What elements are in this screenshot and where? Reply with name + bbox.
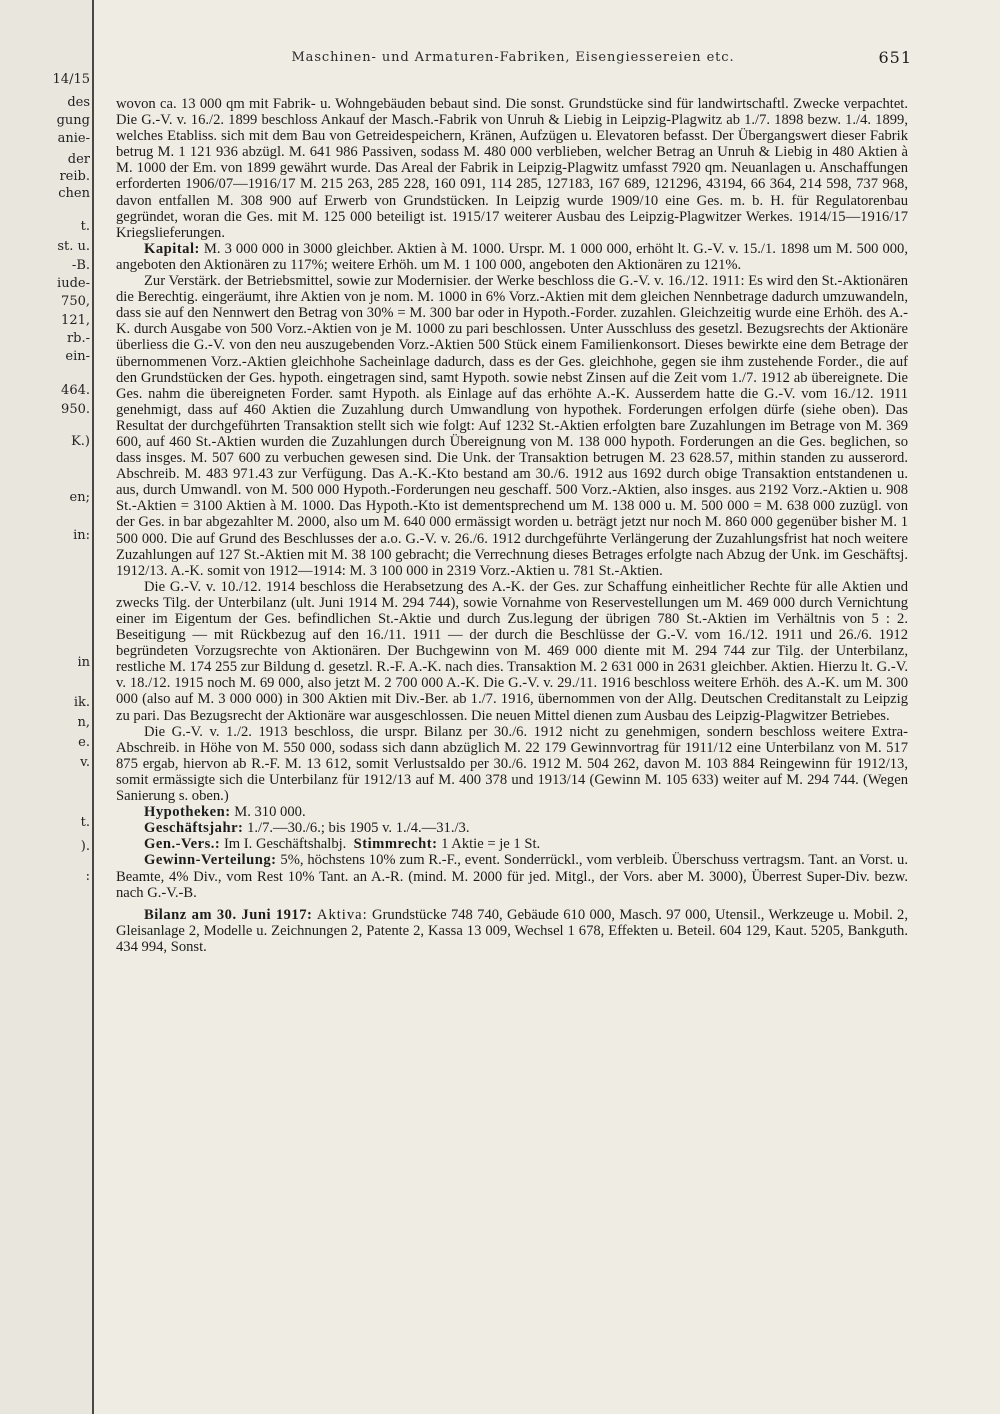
- margin-fragment: 14/15: [52, 72, 90, 87]
- margin-fragment: reib.: [59, 169, 90, 184]
- geschaeftsjahr-text: 1./7.—30./6.; bis 1905 v. 1./4.—31./3.: [243, 820, 470, 837]
- bilanz-text: Grundstücke 748 740, Gebäude 610 000, Masch. 97 000, Utensil., Werkzeuge u. Mobil. 2, Gleisanlage 2, Modelle u. Zeichnungen 2, Patente 2, Kassa 13 009, Wechsel 1 678, Effekten u. Beteil. 604 129, Kaut. 5205, Bankguth. 434 994, Sonst.: [116, 906, 909, 955]
- margin-fragment: iude-: [57, 276, 90, 291]
- margin-fragment: t.: [80, 219, 90, 234]
- margin-fragment: K.): [71, 434, 90, 449]
- margin-fragment: v.: [80, 755, 90, 770]
- kapital-text: M. 3 000 000 in 3000 gleichber. Aktien à M. 1000. Urspr. M. 1 000 000, erhöht lt. G.-V. v. 15./1. 1898 um M. 500 000, angeboten den Aktionären zu 117%; weitere Erhöh. um M. 1 100 000, angeboten den Aktionären zu 121%.: [116, 240, 908, 273]
- margin-fragment: n,: [77, 715, 90, 730]
- margin-fragment: chen: [58, 186, 90, 201]
- herabsetzung-paragraph: Die G.-V. v. 10./12. 1914 beschloss die Herabsetzung des A.-K. der Ges. zur Schaffung einheitlicher Rechte für alle Aktien und zwecks Tilg. der Unterbilanz (ult. Juni 1914 M. 294 744), sowie Vornahme von Reservestellungen um M. 469 000 durch Vernichtung einer im Eigentum der Ges. befindlichen St.-Aktie und durch Zus.legung der übrigen 780 St.-Aktien im Verhältnis von 5 : 2. Beseitigung — mit Rückbezug auf den 16./11. 1911 — der durch die Beschlüsse der G.-V. vom 16./12. 1911 und 26./6. 1912 begründeten Vorzugsrechte von Aktionären. Der Buchgewinn von M. 469 000 diente mit M. 294 744 zur Tilg. der Unterbilanz, restliche M. 174 255 zur Bildung d. gesetzl. R.-F. A.-K. nach dies. Transaktion M. 2 631 000 in 2631 gleichber. Aktien. Hierzu lt. G.-V. v. 18./12. 1915 noch M. 69 000, also jetzt M. 2 700 000 A.-K. Die G.-V. v. 29./11. 1916 beschloss weitere Erhöh. des A.-K. um M. 300 000 (also auf M. 3 000 000) in 300 Aktien mit Div.-Ber. ab 1./7. 1916, übernommen von der Allg. Deutschen Creditanstalt zu Leipzig zu pari. Das Bezugsrecht der Aktionäre war ausgeschlossen. Die neuen Mittel dienen zum Ausbau des Leipzig-Plagwitzer Betriebes.: [116, 578, 908, 724]
- margin-fragment: anie-: [57, 131, 90, 146]
- genvers-section: [116, 836, 908, 852]
- margin-fragment: in:: [73, 528, 90, 543]
- bilanz-1912-paragraph: Die G.-V. v. 1./2. 1913 beschloss, die urspr. Bilanz per 30./6. 1912 nicht zu genehmigen, sondern beschloss weitere Extra-Abschreib. in Höhe von M. 550 000, sodass sich dann abzüglich M. 22 179 Gewinnvortrag für 1911/12 eine Unterbilanz von M. 517 875 ergab, hiervon ab R.-F. M. 13 612, somit Verlustsaldo per 30./6. 1912 M. 504 262, davon M. 103 884 Reingewinn für 1912/13, somit ermässigte sich die Unterbilanz für 1912/13 auf M. 400 378 und 1913/14 (Gewinn M. 105 633) weiter auf M. 294 744. (Wegen Sanierung s. oben.): [116, 723, 908, 805]
- genvers-text: Im I. Geschäftshalbj.: [220, 836, 347, 853]
- hypotheken-label: Hypotheken:: [144, 804, 231, 821]
- previous-page-strip: [0, 0, 92, 1414]
- margin-fragment: der: [67, 152, 90, 167]
- stimmrecht-label: Stimmrecht:: [353, 836, 438, 853]
- gewinn-verteilung-text: 5%, höchstens 10% zum R.-F., event. Sonderrückl., vom verbleib. Überschuss vertragsm. Tant. an Vorst. u. Beamte, 4% Div., vom Rest 10% Tant. an A.-R. (mind. M. 2000 für jed. Mitgl., der Vors. aber M. 3000), Überrest Super-Div. bezw. nach G.-V.-B.: [116, 852, 908, 901]
- margin-fragment: -B.: [71, 258, 90, 273]
- hypotheken-section: [116, 804, 908, 820]
- geschaeftsjahr-section: [116, 820, 908, 836]
- margin-fragment: ein-: [65, 349, 90, 364]
- entry-body: [116, 96, 908, 955]
- margin-fragment: rb.-: [66, 331, 90, 346]
- hypotheken-text: M. 310 000.: [230, 804, 306, 821]
- bilanz-label: Bilanz am 30. Juni 1917:: [144, 906, 313, 923]
- margin-fragment: gung: [56, 113, 90, 128]
- page-number: 651: [878, 48, 912, 67]
- kapital-section: [116, 241, 908, 273]
- margin-fragment: 464.: [61, 383, 90, 398]
- verstaerkung-paragraph: Zur Verstärk. der Betriebsmittel, sowie zur Modernisier. der Werke beschloss die G.-V. v. 16./12. 1911: Es wird den St.-Aktionären die Berechtig. eingeräumt, ihre Aktien von je nom. M. 1000 in 6% Vorz.-Aktien mit dem gleichen Nennbetrage dadurch umzuwandeln, dass sie auf den Nennwert den Betrag von 30% = M. 300 bar oder in Hypoth.-Forder. zuzahlen. Gleichzeitig wurde eine Erhöh. des A.-K. durch Ausgabe von 500 Vorz.-Aktien von je M. 1000 zu pari beschlossen. Unter Ausschluss des gesetzl. Bezugsrechts der Aktionäre überliess die G.-V. von den neu auszugebenden Vorz.-Aktien 500 Stück einem Familienkonsort. Dieses bewirkte eine dem Betrage der übernommenen Vorz.-Aktien gleichhohe Sacheinlage dadurch, dass es der Ges. gleichhohe, gegen sie ihm zustehende Forder., die auf den Grundstücken der Ges. hypoth. eingetragen sind, samt Hypoth. sowie nebst Zinsen auf die Zeit vom 1./7. 1912 ab übereignete. Die Ges. nahm die übereigneten Forder. samt Hypoth. als Einlage auf das erhöhte A.-K. Ausserdem hatte die G.-V. vom 16./12. 1911 genehmigt, dass auf 460 Aktien die Zuzahlung durch Umwandlung von hypothek. Forderungen erfolgen dürfe (siehe oben). Das Resultat der durchgeführten Transaktion stellt sich wie folgt: Auf 1232 St.-Aktien erfolgten bare Zuzahlungen im Betrage von M. 369 600, auf 460 St.-Aktien wurden die Zuzahlungen durch Übereignung von M. 138 000 hypoth. Forderungen an die Ges. beglichen, so dass insges. M. 507 600 zu verbuchen gewesen sind. Die Unk. der Transaktion betrugen M. 23 628.57, mithin standen zu ausserord. Abschreib. M. 483 971.43 zur Verfügung. Das A.-K.-Kto bestand am 30./6. 1912 aus 1692 durch obige Transaktion entstandenen u. aus, durch Umwandl. von M. 500 000 Hypoth.-Forderungen neu geschaff. 500 Vorz.-Aktien, also insges. aus 2192 Vorz.-Aktien u. 908 St.-Aktien = 3100 Aktien à M. 1000. Das Hypoth.-Kto ist dementsprechend um M. 138 000 u. M. 500 000 = M. 638 000 zuzügl. von der Ges. in bar abgezahlter M. 2000, also um M. 640 000 ermässigt worden u. beträgt jetzt nur noch M. 860 000 gegenüber bisher M. 1 500 000. Die auf Grund des Beschlusses der a.o. G.-V. v. 26./6. 1912 durchgeführte Verlängerung der Zuzahlungsfrist hat noch weitere Zuzahlungen auf 127 St.-Aktien mit M. 38 100 gebracht; die Verrechnung dieses Betrages erfolgte nach Abzug der Unk. im Geschäftsj. 1912/13. A.-K. somit von 1912—1914: M. 3 100 000 in 2319 Vorz.-Aktien u. 781 St.-Aktien.: [116, 273, 908, 579]
- margin-fragment: st. u.: [57, 239, 90, 254]
- margin-fragment: in: [77, 655, 90, 670]
- aktiva-label: Aktiva:: [312, 906, 368, 923]
- page-gutter-divider: [92, 0, 94, 1414]
- margin-fragment: :: [85, 869, 90, 884]
- genvers-label: Gen.-Vers.:: [144, 836, 221, 853]
- margin-fragment: ).: [80, 839, 90, 854]
- kapital-label: Kapital:: [144, 240, 200, 257]
- margin-fragment: 121,: [61, 313, 90, 328]
- margin-fragment: en;: [69, 490, 90, 505]
- geschaeftsjahr-label: Geschäftsjahr:: [144, 820, 244, 837]
- gewinn-verteilung-label: Gewinn-Verteilung:: [144, 852, 277, 869]
- stimmrecht-text: 1 Aktie = je 1 St.: [437, 836, 541, 853]
- bilanz-1917-section: [116, 907, 908, 955]
- margin-fragment: 750,: [61, 294, 90, 309]
- running-header: Maschinen- und Armaturen-Fabriken, Eisengiessereien etc.: [291, 50, 735, 65]
- gewinn-verteilung-section: [116, 852, 908, 900]
- margin-fragment: 950.: [61, 402, 90, 417]
- margin-fragment: e.: [78, 735, 90, 750]
- margin-fragment: des: [67, 95, 90, 110]
- margin-fragment: t.: [80, 815, 90, 830]
- margin-fragment: ik.: [73, 695, 90, 710]
- intro-paragraph: wovon ca. 13 000 qm mit Fabrik- u. Wohngebäuden bebaut sind. Die sonst. Grundstücke sind für landwirtschaftl. Zwecke verpachtet. Die G.-V. v. 16./2. 1899 beschloss Ankauf der Masch.-Fabrik von Unruh & Liebig in Leipzig-Plagwitz ab 1./7. 1898 bezw. 1./4. 1899, welches Etabliss. sich mit dem Bau von Getreidespeichern, Kränen, Aufzügen u. Elevatoren befasst. Der Übergangswert dieser Fabrik betrug M. 1 121 936 abzügl. M. 641 986 Passiven, sodass M. 480 000 verblieben, welcher Betrag an Unruh & Liebig in 480 Aktien à M. 1000 der Em. von 1899 gewährt wurde. Das Areal der Fabrik in Leipzig-Plagwitz umfasst 7920 qm. Neuanlagen u. Anschaffungen erforderten 1906/07—1916/17 M. 215 263, 285 228, 160 091, 114 285, 127183, 167 689, 121296, 43194, 66 364, 214 598, 737 968, davon entfallen M. 308 900 auf Erwerb von Grundstücken. In Leipzig wurde 1909/10 eine Ges. m. b. H. für Regulatorenbau gegründet, woran die Ges. mit M. 125 000 beteiligt ist. 1915/17 weiterer Ausbau des Leipzig-Plagwitzer Werkes. 1914/15—1916/17 Kriegslieferungen.: [116, 96, 908, 241]
